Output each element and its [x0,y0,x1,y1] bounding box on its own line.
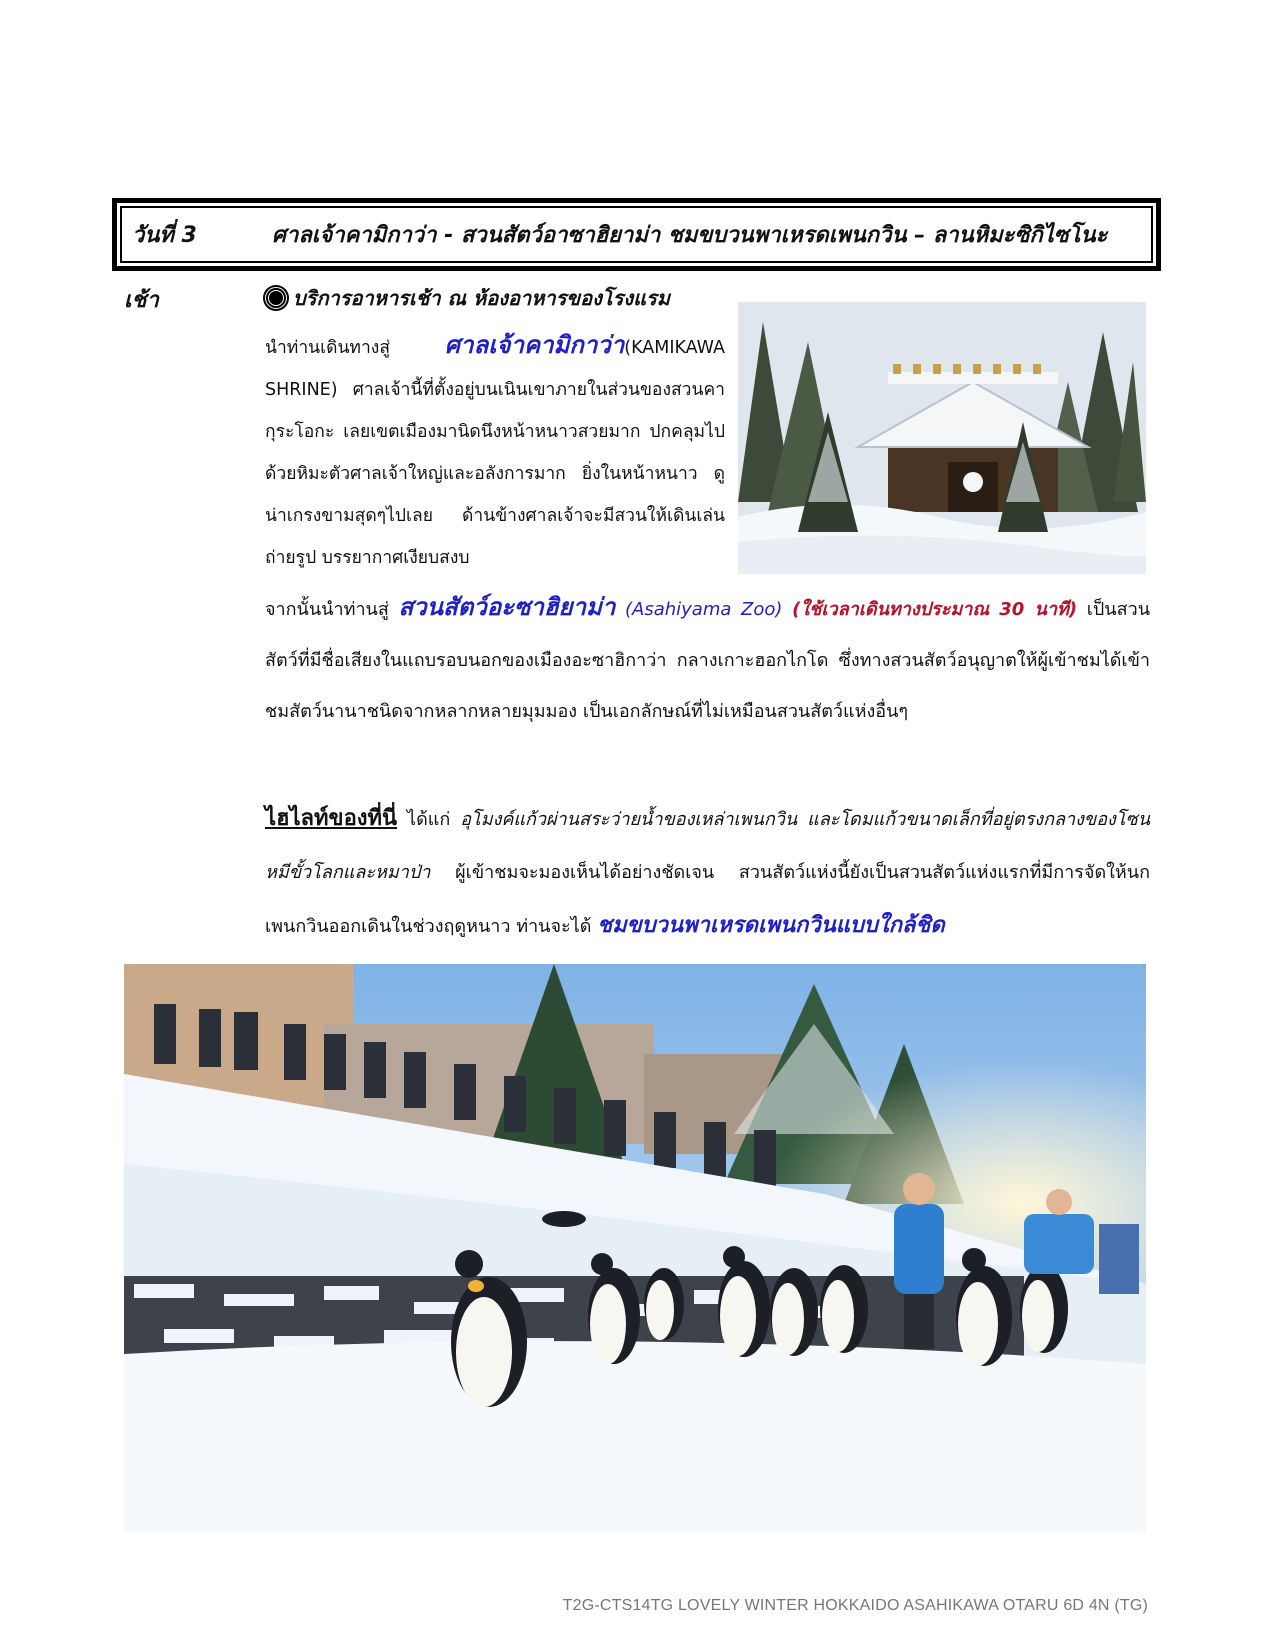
zoo-name-en: (Asahiyama Zoo) [615,599,793,620]
day-title: ศาลเจ้าคามิกาว่า - สวนสัตว์อาซาฮิยาม่า ชมขบวนพาเหรดเพนกวิน – ลานหิมะซิกิไซโนะ [272,223,1108,248]
zoo-travel-time: (ใช้เวลาเดินทางประมาณ 30 นาที) [792,599,1078,620]
day-header-box [112,198,1161,271]
page-footer: T2G-CTS14TG LOVELY WINTER HOKKAIDO ASAHIKAWA OTARU 6D 4N (TG) [562,1597,1148,1614]
shrine-body: (KAMIKAWA SHRINE) ศาลเจ้านี้ที่ตั้งอยู่บนเนินเขาภายในส่วนของสวนคากุระโอกะ เลยเขตเมืองมานิดนึงหน้าหนาวสวยมาก ปกคลุมไปด้วยหิมะตัวศาลเจ้าใหญ่และอลังการมาก ยิ่งในหน้าหนาว ดูน่าเกรงขามสุดๆไปเลย ด้านข้างศาลเจ้าจะมีสวนให้เดินเล่นถ่ายรูป บรรยากาศเงียบสงบ [265,338,725,568]
day-header-inner [120,206,1153,263]
zoo-paragraph [265,582,1150,737]
highlight-text2: ผู้เข้าชมจะมองเห็นได้อย่างชัดเจน สวนสัตว์แห่งนี้ยังเป็นสวนสัตว์แห่งแรกที่มีการจัดให้นกเพนกวินออกเดินในช่วงฤดูหนาว ท่านจะได้ [265,862,1150,937]
penguin-parade-highlight: ชมขบวนพาเหรดเพนกวินแบบใกล้ชิด [597,913,945,938]
highlight-italic: อุโมงค์แก้วผ่านสระว่ายน้ำของเหล่าเพนกวิน และโดมแก้วขนาดเล็กที่อยู่ตรงกลางของโซนหมีขั้วโลกและหมาป่า [265,809,1150,883]
highlight-paragraph [265,792,1150,953]
kamikawa-shrine-photo [738,302,1146,574]
morning-label: เช้า [124,288,159,313]
shrine-name: ศาลเจ้าคามิกาว่า [444,331,625,359]
breakfast-text: บริการอาหารเช้า ณ ห้องอาหารของโรงแรม [293,286,670,310]
penguin-parade-photo [124,964,1146,1532]
zoo-name: สวนสัตว์อะซาฮิยาม่า [398,593,616,621]
zoo-body: เป็นสวนสัตว์ที่มีชื่อเสียงในแถบรอบนอกของเมืองอะซาฮิกาว่า กลางเกาะฮอกไกโด ซึ่งทางสวนสัตว์อนุญาตให้ผู้เข้าชมได้เข้าชมสัตว์นานาชนิดจากหลากหลายมุมมอง เป็นเอกลักษณ์ที่ไม่เหมือนสวนสัตว์แห่งอื่นๆ [265,599,1150,722]
breakfast-line [265,282,670,314]
highlight-text1: ได้แก่ [397,809,461,830]
zoo-intro: จากนั้นนำท่านสู่ [265,599,399,620]
meal-plate-icon [265,287,287,309]
shrine-paragraph [265,324,725,579]
day-label: วันที่ 3 [132,223,197,248]
shrine-intro: นำท่านเดินทางสู่ [265,338,445,358]
highlight-label: ไฮไลท์ของที่นี่ [265,806,398,831]
